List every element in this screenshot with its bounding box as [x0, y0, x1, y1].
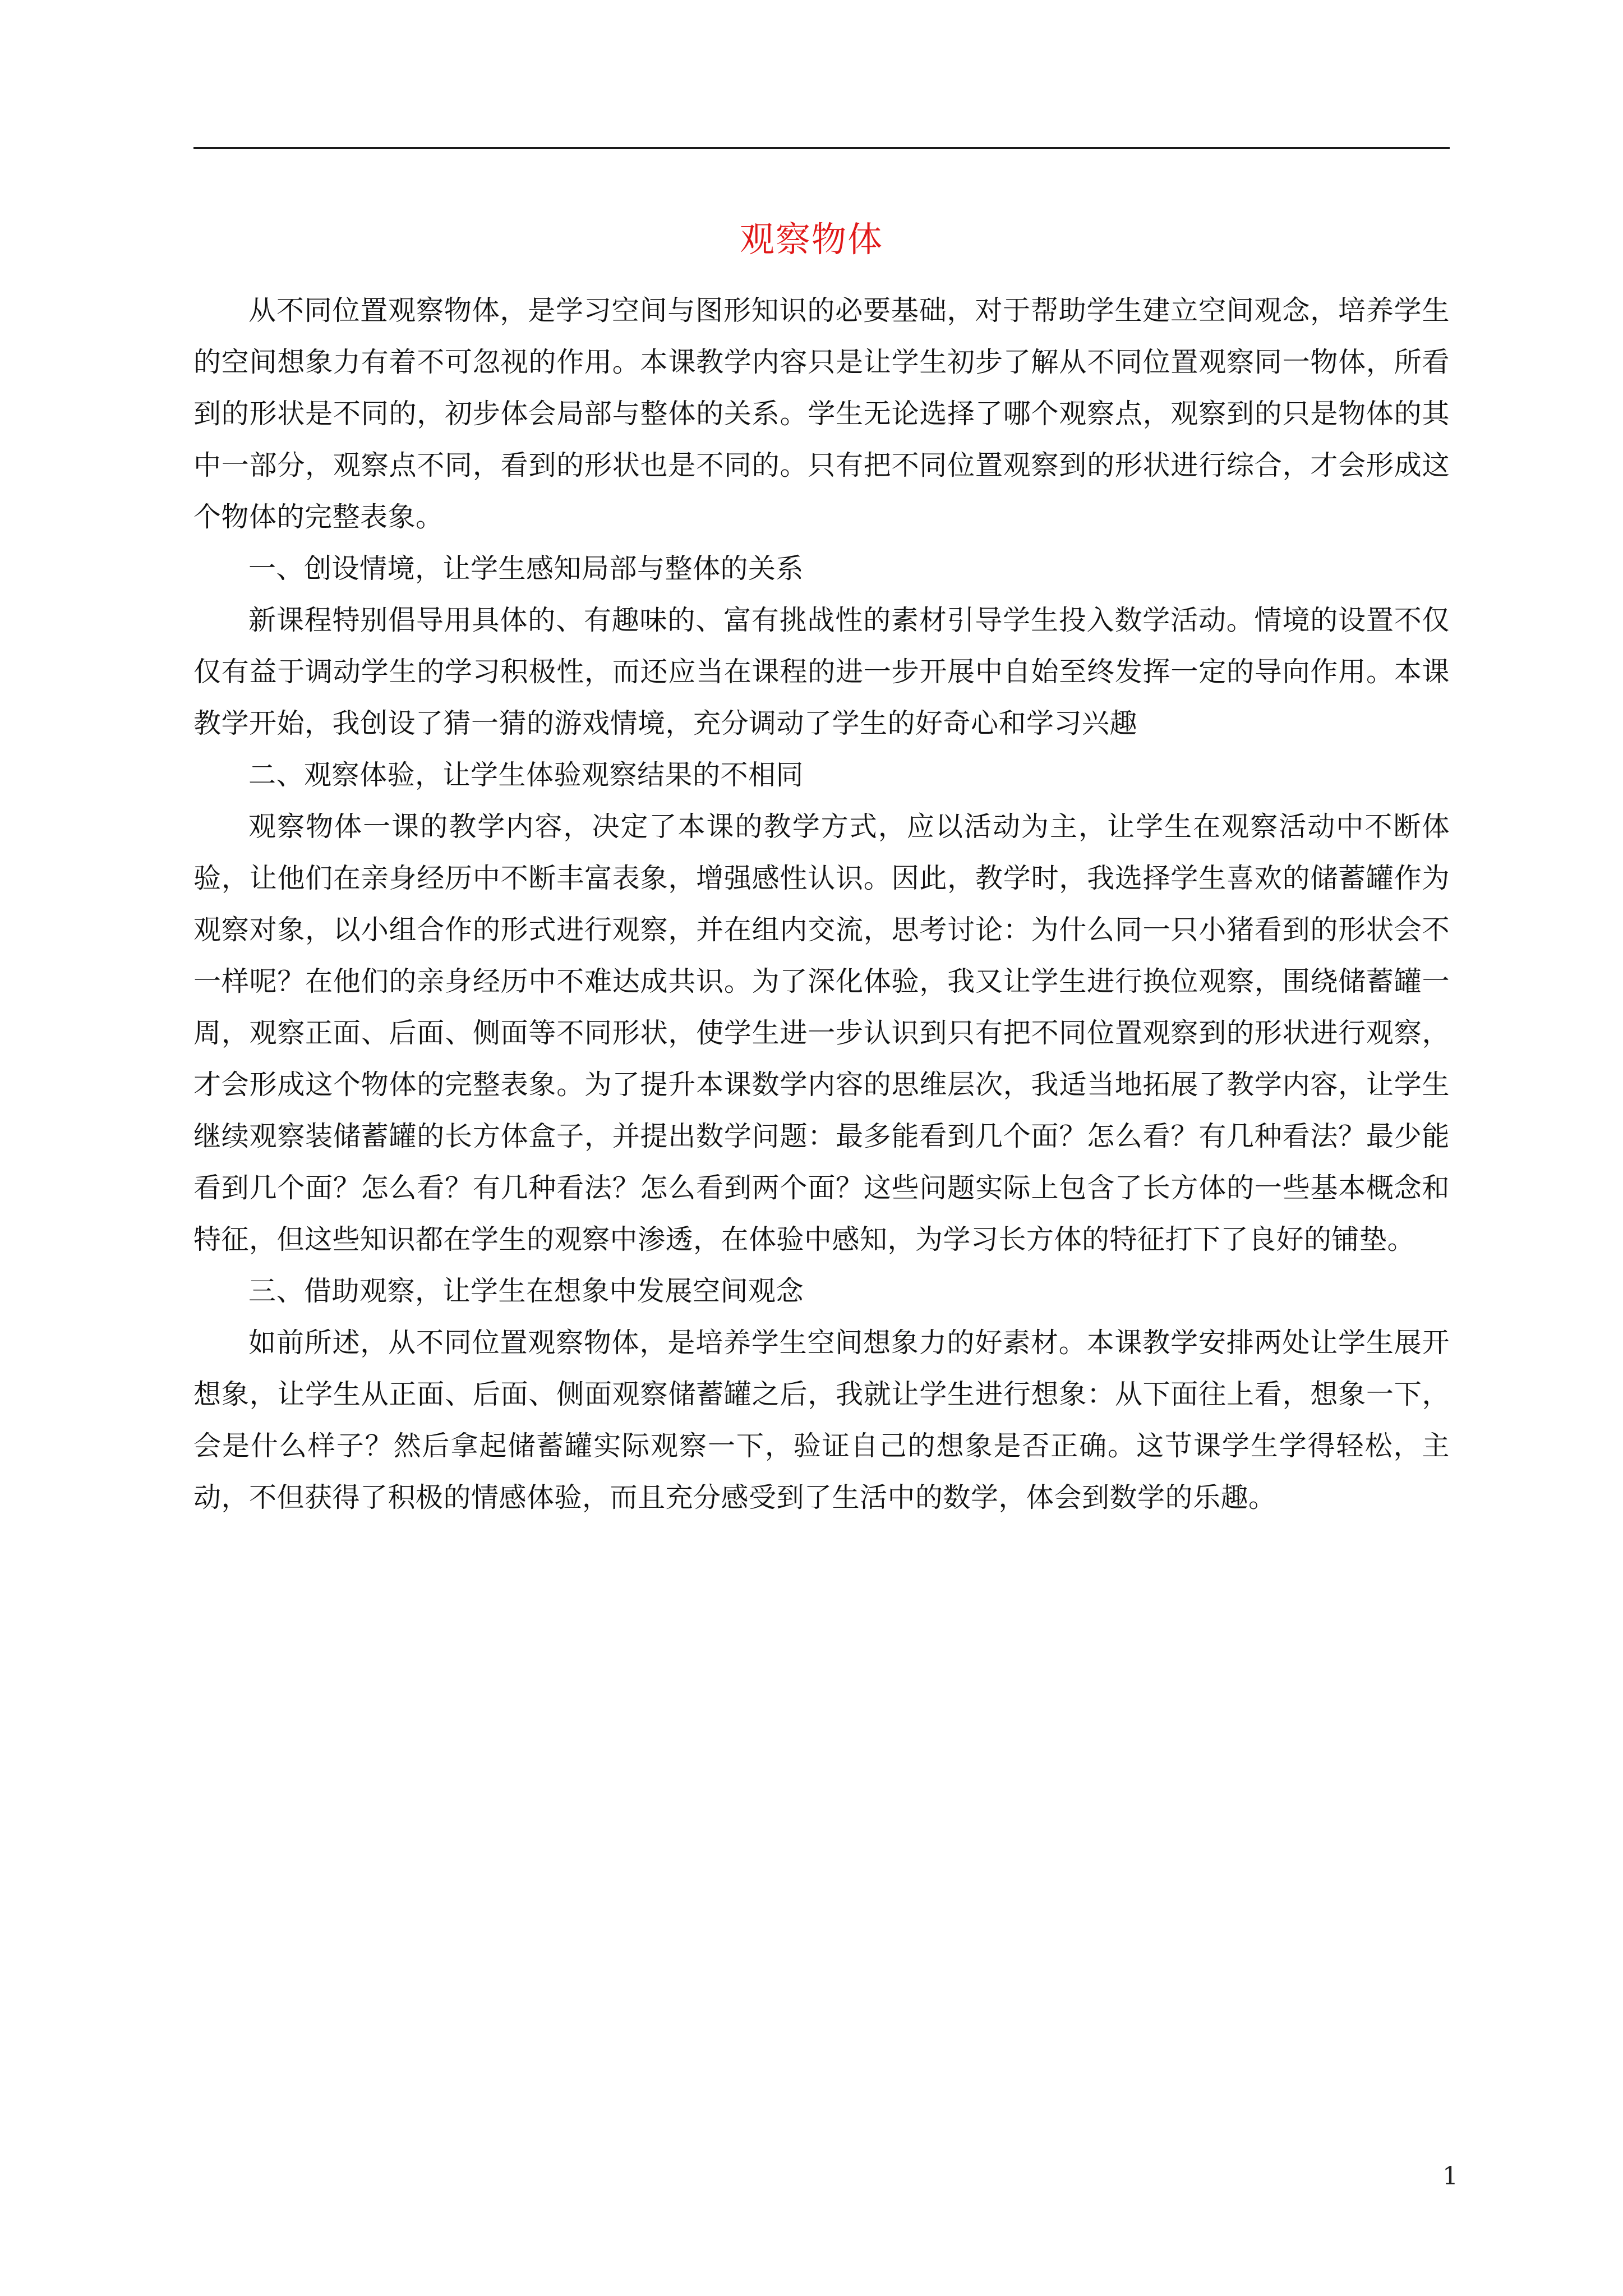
section-heading-3: 三、借助观察，让学生在想象中发展空间观念 [248, 1275, 804, 1307]
page-number: 1 [1442, 2162, 1458, 2191]
section-heading-2: 二、观察体验，让学生体验观察结果的不相同 [248, 759, 804, 791]
intro-paragraph: 从不同位置观察物体，是学习空间与图形知识的必要基础，对于帮助学生建立空间观念，培养学生的空间想象力有着不可忽视的作用。本课教学内容只是让学生初步了解从不同位置观察同一物体，所看到的形状是不同的，初步体会局部与整体的关系。学生无论选择了哪个观察点，观察到的只是物体的其中一部分，观察点不同，看到的形状也是不同的。只有把不同位置观察到的形状进行综合，才会形成这个物体的完整表象。 [193, 295, 1450, 533]
section-paragraph-2: 观察物体一课的教学内容，决定了本课的教学方式，应以活动为主，让学生在观察活动中不断体验，让他们在亲身经历中不断丰富表象，增强感性认识。因此，教学时，我选择学生喜欢的储蓄罐作为观察对象，以小组合作的形式进行观察，并在组内交流，思考讨论：为什么同一只小猪看到的形状会不一样呢？在他们的亲身经历中不难达成共识。为了深化体验，我又让学生进行换位观察，围绕储蓄罐一周，观察正面、后面、侧面等不同形状，使学生进一步认识到只有把不同位置观察到的形状进行观察，才会形成这个物体的完整表象。为了提升本课数学内容的思维层次，我适当地拓展了教学内容，让学生继续观察装储蓄罐的长方体盒子，并提出数学问题：最多能看到几个面？怎么看？有几种看法？最少能看到几个面？怎么看？有几种看法？怎么看到两个面？这些问题实际上包含了长方体的一些基本概念和特征，但这些知识都在学生的观察中渗透，在体验中感知，为学习长方体的特征打下了良好的铺垫。 [193, 811, 1450, 1255]
section-paragraph-3: 如前所述，从不同位置观察物体，是培养学生空间想象力的好素材。本课教学安排两处让学生展开想象，让学生从正面、后面、侧面观察储蓄罐之后，我就让学生进行想象：从下面往上看，想象一下，会是什么样子？然后拿起储蓄罐实际观察一下，验证自己的想象是否正确。这节课学生学得轻松，主动，不但获得了积极的情感体验，而且充分感受到了生活中的数学，体会到数学的乐趣。 [193, 1327, 1450, 1513]
document-title: 观察物体 [739, 219, 883, 260]
document-body [193, 285, 1450, 1524]
header-rule [193, 147, 1450, 149]
section-heading-1: 一、创设情境，让学生感知局部与整体的关系 [248, 553, 804, 585]
section-paragraph-1: 新课程特别倡导用具体的、有趣味的、富有挑战性的素材引导学生投入数学活动。情境的设置不仅仅有益于调动学生的学习积极性，而还应当在课程的进一步开展中自始至终发挥一定的导向作用。本课教学开始，我创设了猜一猜的游戏情境，充分调动了学生的好奇心和学习兴趣 [193, 604, 1450, 739]
